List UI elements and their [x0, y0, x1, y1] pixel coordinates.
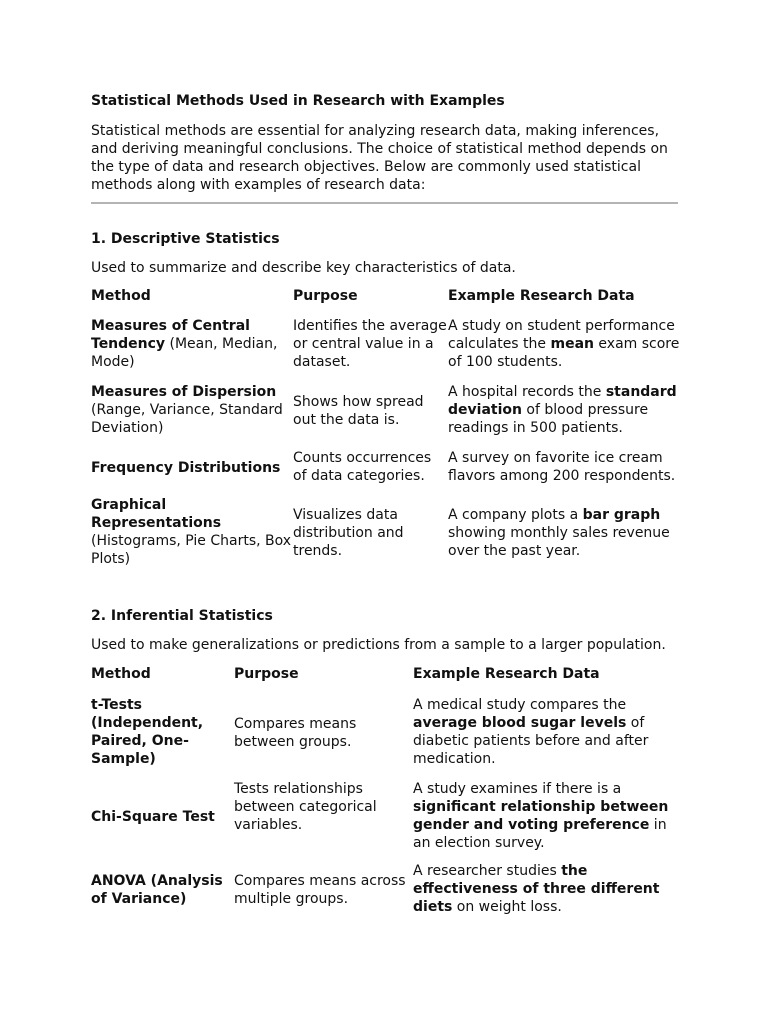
example-text: showing monthly sales revenue over the past year. — [448, 525, 670, 559]
example-text-wrap — [448, 506, 681, 560]
example-emphasis: bar graph — [582, 507, 661, 523]
table-row — [91, 696, 681, 770]
method-name: Measures of Dispersion — [91, 384, 277, 400]
section-description-inferential: Used to make generalizations or predictions from a sample to a larger population. — [91, 637, 666, 653]
purpose-cell — [234, 696, 404, 770]
purpose-cell — [234, 862, 409, 918]
purpose-text: Compares means across multiple groups. — [234, 873, 406, 907]
method-cell — [91, 862, 231, 918]
purpose-cell — [293, 383, 443, 439]
table-row — [91, 383, 681, 439]
method-name: Measures of Central Tendency — [91, 318, 250, 352]
example-cell — [448, 496, 681, 570]
example-cell — [413, 862, 675, 916]
method-name: t-Tests (Independent, Paired, One-Sample) — [91, 697, 204, 767]
column-header-method: Method — [91, 288, 151, 304]
method-detail: (Histograms, Pie Charts, Box Plots) — [91, 533, 292, 567]
purpose-cell: Counts occurrences of data categories. — [293, 450, 432, 484]
example-emphasis: mean — [550, 336, 594, 352]
purpose-text: Visualizes data distribution and trends. — [293, 507, 404, 559]
method-cell — [91, 496, 293, 568]
method-name: Chi-Square Test — [91, 809, 215, 825]
example-text: A researcher studies — [413, 863, 562, 879]
method-cell — [91, 449, 291, 487]
method-name: ANOVA (Analysis of Variance) — [91, 873, 223, 907]
table-row — [91, 862, 681, 918]
purpose-cell: Identifies the average or central value in a dataset. — [293, 318, 447, 370]
table-row — [91, 496, 681, 570]
example-text: A medical study compares the — [413, 697, 627, 713]
table-header-row — [91, 287, 681, 307]
example-cell — [413, 696, 673, 768]
example-text: on weight loss. — [452, 899, 562, 915]
table-row — [91, 317, 681, 373]
example-cell — [413, 780, 681, 852]
column-header-purpose: Purpose — [293, 288, 358, 304]
purpose-text: Compares means between groups. — [234, 716, 357, 750]
table-row — [91, 780, 681, 854]
method-cell — [91, 383, 291, 437]
section-description-descriptive: Used to summarize and describe key characteristics of data. — [91, 260, 516, 276]
example-emphasis: average blood sugar levels — [413, 715, 627, 731]
purpose-cell: Tests relationships between categorical variables. — [234, 781, 377, 833]
example-cell — [448, 317, 681, 371]
example-emphasis: significant relationship between gender and voting preference — [413, 799, 669, 833]
example-text: A company plots a — [448, 507, 583, 523]
method-name: Graphical Representations — [91, 497, 222, 531]
example-cell: A survey on favorite ice cream flavors among 200 respondents. — [448, 450, 676, 484]
column-header-purpose: Purpose — [234, 666, 299, 682]
method-cell — [91, 317, 291, 371]
column-header-example: Example Research Data — [413, 666, 600, 682]
example-text: of diabetic patients before and after medication. — [413, 715, 649, 767]
method-cell — [91, 696, 216, 768]
column-header-method: Method — [91, 666, 151, 682]
method-detail: (Mean, Median, Mode) — [91, 336, 278, 370]
example-cell — [448, 383, 681, 437]
example-emphasis: the effectiveness of three different diets — [413, 863, 660, 915]
section-heading-descriptive: 1. Descriptive Statistics — [91, 231, 280, 247]
example-text: in an election survey. — [413, 817, 667, 851]
example-text: A study examines if there is a — [413, 781, 622, 797]
method-detail: (Range, Variance, Standard Deviation) — [91, 402, 283, 436]
purpose-text: Shows how spread out the data is. — [293, 394, 424, 428]
horizontal-divider — [91, 202, 678, 204]
intro-paragraph: Statistical methods are essential for analyzing research data, making inferences, and deriving meaningful conclusions. The choice of statistical method depends on the type of data and research objectives. Below are commonly used statistical methods along with examples of research data: — [91, 123, 668, 193]
example-text: of blood pressure readings in 500 patients. — [448, 402, 649, 436]
example-text: exam score of 100 students. — [448, 336, 680, 370]
example-emphasis: standard deviation — [448, 384, 677, 418]
column-header-example: Example Research Data — [448, 288, 635, 304]
example-text: A hospital records the — [448, 384, 606, 400]
purpose-cell — [293, 496, 443, 570]
document-title: Statistical Methods Used in Research with Examples — [91, 93, 505, 109]
section-heading-inferential: 2. Inferential Statistics — [91, 608, 273, 624]
method-name: Frequency Distributions — [91, 460, 281, 476]
table-row — [91, 449, 681, 487]
method-cell — [91, 780, 231, 854]
table-header-row — [91, 665, 681, 685]
example-text: A study on student performance calculates the — [448, 318, 675, 352]
